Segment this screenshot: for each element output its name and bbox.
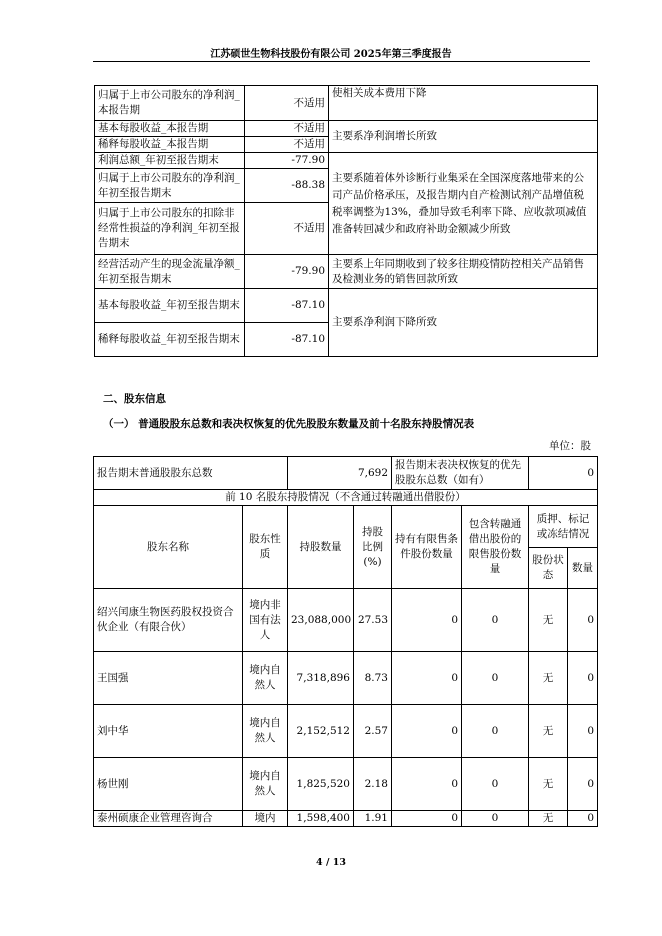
reason-cell: 主要系净利润增长所致: [329, 121, 598, 153]
value-cell: -87.10: [245, 323, 329, 357]
holder-restricted: 0: [392, 705, 462, 758]
holder-name: 绍兴闰康生物医药股权投资合伙企业（有限合伙）: [94, 589, 243, 652]
item-cell: 基本每股收益_本报告期: [95, 121, 245, 137]
item-cell: 归属于上市公司股东的扣除非经常性损益的净利润_年初至报告期末: [95, 203, 245, 255]
holder-nature: 境内自然人: [243, 705, 288, 758]
table-row: [95, 153, 598, 169]
holder-ratio: 1.91: [354, 811, 392, 827]
holder-ratio: 2.57: [354, 705, 392, 758]
value-cell: 不适用: [245, 203, 329, 255]
col-header-restricted: 持有有限售条件股份数量: [392, 506, 462, 589]
holder-pledge-qty: 0: [568, 705, 598, 758]
holder-pledge-qty: 0: [568, 652, 598, 705]
reason-cell: 主要系净利润下降所致: [329, 289, 598, 357]
section-title: 二、股东信息: [103, 393, 166, 405]
holder-ratio: 2.18: [354, 758, 392, 811]
holder-lending: 0: [462, 811, 529, 827]
holder-shares: 1,825,520: [288, 758, 354, 811]
holder-pledge-qty: 0: [568, 758, 598, 811]
table-row: [94, 589, 598, 652]
holder-lending: 0: [462, 652, 529, 705]
holder-shares: 1,598,400: [288, 811, 354, 827]
header-rule: [93, 61, 590, 62]
caption-row: [94, 490, 598, 506]
value-cell: -77.90: [245, 153, 329, 169]
reason-cell: 使相关成本费用下降: [329, 86, 598, 121]
value-cell: 不适用: [245, 86, 329, 121]
shareholders-table: [93, 456, 598, 827]
reason-cell: 主要系上年同期收到了较多往期疫情防控相关产品销售及检测业务的销售回款所致: [329, 255, 598, 289]
table-row: [95, 121, 598, 137]
value-cell: -87.10: [245, 289, 329, 323]
col-header-name: 股东名称: [94, 506, 243, 589]
col-header-pledge: 质押、标记或冻结情况: [529, 506, 598, 548]
col-header-pledge-status: 股份状态: [529, 548, 568, 589]
table-row: [94, 652, 598, 705]
item-cell: 基本每股收益_年初至报告期末: [95, 289, 245, 323]
changes-table: [94, 85, 598, 357]
col-header-nature: 股东性质: [243, 506, 288, 589]
holder-name: 杨世刚: [94, 758, 243, 811]
holder-restricted: 0: [392, 758, 462, 811]
holder-name: 刘中华: [94, 705, 243, 758]
holder-shares: 2,152,512: [288, 705, 354, 758]
holder-ratio: 27.53: [354, 589, 392, 652]
col-header-ratio: 持股比例(%): [354, 506, 392, 589]
holder-restricted: 0: [392, 811, 462, 827]
item-cell: 归属于上市公司股东的净利润_年初至报告期末: [95, 169, 245, 203]
summary-value: 0: [529, 457, 598, 490]
holder-pledge-qty: 0: [568, 589, 598, 652]
col-header-lending: 包含转融通借出股份的限售股份数量: [462, 506, 529, 589]
holder-pledge-qty: 0: [568, 811, 598, 827]
holder-restricted: 0: [392, 652, 462, 705]
value-cell: -88.38: [245, 169, 329, 203]
table-row: [94, 758, 598, 811]
value-cell: -79.90: [245, 255, 329, 289]
item-cell: 利润总额_年初至报告期末: [95, 153, 245, 169]
item-cell: 稀释每股收益_年初至报告期末: [95, 323, 245, 357]
holder-pledge-status: 无: [529, 758, 568, 811]
page-number: 4 / 13: [316, 857, 346, 868]
table-row: [94, 705, 598, 758]
summary-label: 报告期末普通股股东总数: [94, 457, 288, 490]
table-row: [94, 811, 598, 827]
col-header-shares: 持股数量: [288, 506, 354, 589]
holder-pledge-status: 无: [529, 589, 568, 652]
summary-value: 7,692: [288, 457, 392, 490]
holder-nature: 境内非国有法人: [243, 589, 288, 652]
holder-nature: 境内: [243, 811, 288, 827]
item-cell: 稀释每股收益_本报告期: [95, 137, 245, 153]
value-cell: 不适用: [245, 137, 329, 153]
item-cell: 归属于上市公司股东的净利润_本报告期: [95, 86, 245, 121]
table-row: [95, 289, 598, 323]
reason-cell: 主要系随着体外诊断行业集采在全国深度落地带来的公司产品价格承压，及报告期内自产检测试剂产品增值税税率调整为13%，叠加导致毛利率下降、应收款项减值准备转回减少和政府补助金额减少所致: [329, 153, 598, 255]
page-header-title: 江苏硕世生物科技股份有限公司 2025年第三季度报告: [210, 49, 452, 60]
holder-lending: 0: [462, 705, 529, 758]
col-header-pledge-qty: 数量: [568, 548, 598, 589]
holder-name: 泰州硕康企业管理咨询合: [94, 811, 243, 827]
summary-label: 报告期末表决权恢复的优先股股东总数（如有）: [392, 457, 529, 490]
item-cell: 经营活动产生的现金流量净额_年初至报告期末: [95, 255, 245, 289]
top10-caption: 前 10 名股东持股情况（不含通过转融通出借股份）: [94, 490, 598, 506]
summary-row: [94, 457, 598, 490]
holder-nature: 境内自然人: [243, 758, 288, 811]
holder-name: 王国强: [94, 652, 243, 705]
unit-label: 单位：股: [549, 440, 591, 452]
holder-pledge-status: 无: [529, 705, 568, 758]
value-cell: 不适用: [245, 121, 329, 137]
table-row: [95, 255, 598, 289]
table-row: [95, 86, 598, 121]
holder-pledge-status: 无: [529, 811, 568, 827]
holder-pledge-status: 无: [529, 652, 568, 705]
holder-shares: 7,318,896: [288, 652, 354, 705]
holder-shares: 23,088,000: [288, 589, 354, 652]
holder-lending: 0: [462, 758, 529, 811]
header-row: [94, 506, 598, 548]
holder-nature: 境内自然人: [243, 652, 288, 705]
subsection-title: （一） 普通股股东总数和表决权恢复的优先股股东数量及前十名股东持股情况表: [103, 418, 475, 430]
holder-ratio: 8.73: [354, 652, 392, 705]
holder-restricted: 0: [392, 589, 462, 652]
holder-lending: 0: [462, 589, 529, 652]
